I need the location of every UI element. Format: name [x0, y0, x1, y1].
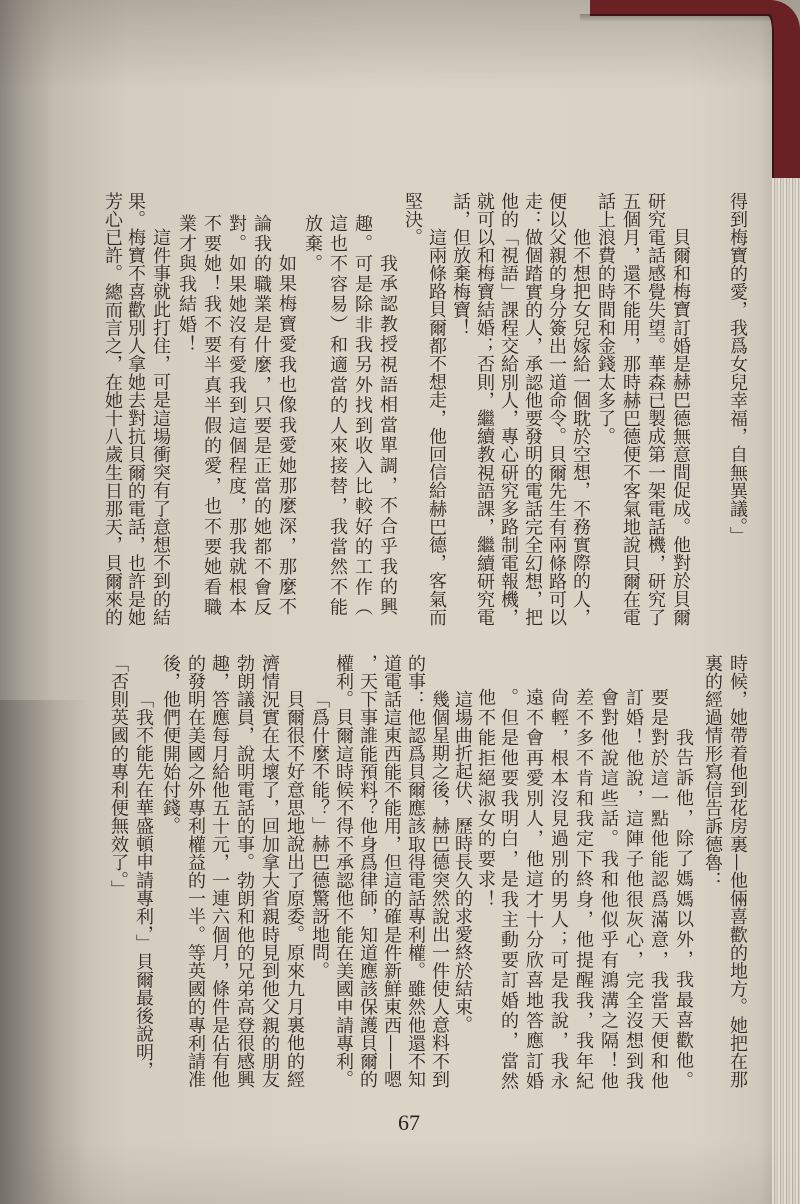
text-column: 研究電話感覺失望。華森已製成第一架電話機，研究了: [645, 192, 666, 627]
quoted-letter-line: 差不多不肯和我定下終身，他提醒我，我年紀: [573, 688, 594, 1092]
quoted-letter-line: 會對他說這些話。我和他似乎有鴻溝之隔！他: [598, 688, 619, 1092]
text-column: 貝爾和梅寶訂婚是赫巴德無意間促成。他對於貝爾: [670, 228, 691, 627]
text-column: 這兩條路貝爾都不想走，他回信給赫巴德，客氣而: [426, 228, 447, 627]
text-column: 這場曲折起伏、歷時長久的求愛終於結束。: [452, 690, 473, 1035]
quoted-letter-line: 放棄。: [302, 214, 323, 275]
text-column: 「否則英國的專利便無效了。」: [108, 654, 129, 899]
quoted-letter-line: 論我的職業是什麼，只要是正當的她都不會反: [251, 214, 272, 618]
text-column: 濟情況實在太壞了，回加拿大省親時見到他父親的朋友: [259, 654, 280, 1089]
text-column: 道電話這東西能不能用，但這的確是件新鮮東西——嗯: [381, 654, 402, 1089]
text-column: 「爲什麼不能？」赫巴德驚訝地問。: [309, 690, 330, 980]
text-column: 便以父親的身分簽出一道命令。貝爾先生有兩條路可以: [546, 192, 567, 627]
text-column: 他的「視語」課程交給別人，專心研究多路制電報機，: [498, 192, 519, 627]
text-column: 的發明在美國之外專利權益的一半。等英國的專利請准: [185, 654, 206, 1089]
text-column: 堅決。: [402, 192, 423, 247]
text-column: 得到梅寶的愛，我爲女兒幸福，自無異議。」: [727, 192, 748, 545]
quoted-letter-line: 趣。可是除非我另外找到收入比較好的工作（: [352, 214, 373, 618]
text-column: 後，他們便開始付錢。: [160, 654, 181, 835]
quoted-letter-line: 尙輕，根本沒見過別的男人；可是我說，我永: [548, 688, 569, 1092]
text-column: 裏的經過情形寫信告訴德魯：: [702, 654, 723, 890]
quoted-letter-line: 業才與我結婚！: [176, 214, 197, 356]
text-column: ，天下事誰能預料？他身爲律師，知道應該保護貝爾的: [357, 654, 378, 1089]
text-column: 話，但放棄梅寶！: [450, 192, 471, 337]
quoted-letter-line: 要是對於這一點他能認爲滿意，我當天便和他: [648, 688, 669, 1092]
text-column: 五個月，還不能用，那時赫巴德便不客氣地說貝爾在電: [620, 192, 641, 627]
text-column: 趣，答應每月給他五十元，一連六個月，條件是佔有他: [209, 654, 230, 1089]
quoted-letter-line: 。但是他要我明白，是我主動要訂婚的，當然: [498, 688, 519, 1092]
text-column: 權利。貝爾這時候不得不承認他不能在美國申請專利。: [333, 654, 354, 1089]
quoted-letter-line: 訂婚！他說，這陣子他很灰心，完全沒想到我: [623, 688, 644, 1092]
quoted-letter-line: 他不能拒絕淑女的要求！: [475, 688, 496, 911]
text-column: 的事：他認爲貝爾應該取得電話專利權。雖然他還不知: [405, 654, 426, 1089]
text-column: 「我不能先在華盛頓申請專利，」貝爾最後說明，: [133, 690, 154, 1080]
text-column: 幾個星期之後，赫巴德突然說出一件使人意料不到: [429, 690, 450, 1089]
text-column: 果。梅寶不喜歡別人拿她去對抗貝爾的電話，也許是她: [125, 192, 146, 627]
quoted-letter-line: 我告訴他，除了媽媽以外，我最喜歡他。: [673, 728, 694, 1092]
text-column: 芳心已許。總而言之，在她十八歲生日那天，貝爾來的: [102, 192, 123, 627]
text-column: 他不想把女兒嫁給一個耽於空想，不務實際的人，: [570, 228, 591, 627]
text-column: 走：做個踏實的人，承認他要發明的電話完全幻想，把: [522, 192, 543, 627]
text-column: 貝爾很不好意思地說出了原委。原來九月裏他的經: [284, 690, 305, 1089]
text-column: 時候，她帶着他到花房裏—他倆喜歡的地方。她把在那: [727, 654, 748, 1089]
quoted-letter-line: 這也不容易）和適當的人來接替，我當然不能: [327, 214, 348, 618]
text-column: 就可以和梅寶結婚；否則，繼續教視語課，繼續研究電: [474, 192, 495, 627]
text-column: 勃朗議員，說明電話的事。勃朗和他的兄弟高登很感興: [234, 654, 255, 1089]
quoted-letter-line: 我承認教授視語相當單調，不合乎我的興: [377, 254, 398, 618]
text-column: 這件事就此打住，可是這場衝突有了意想不到的結: [150, 228, 171, 627]
page-number: 67: [398, 1110, 420, 1135]
quoted-letter-line: 遠不會再愛別人，他這才十分欣喜地答應訂婚: [523, 688, 544, 1092]
quoted-letter-line: 對。如果她沒有愛我到這個程度，那我就根本: [226, 214, 247, 618]
quoted-letter-line: 不要她！我不要半真半假的愛，也不要她看職: [201, 214, 222, 618]
text-column: 話上浪費的時間和金錢太多了。: [595, 192, 616, 446]
quoted-letter-line: 如果梅寶愛我也像我愛她那麼深，那麼不: [276, 254, 297, 618]
